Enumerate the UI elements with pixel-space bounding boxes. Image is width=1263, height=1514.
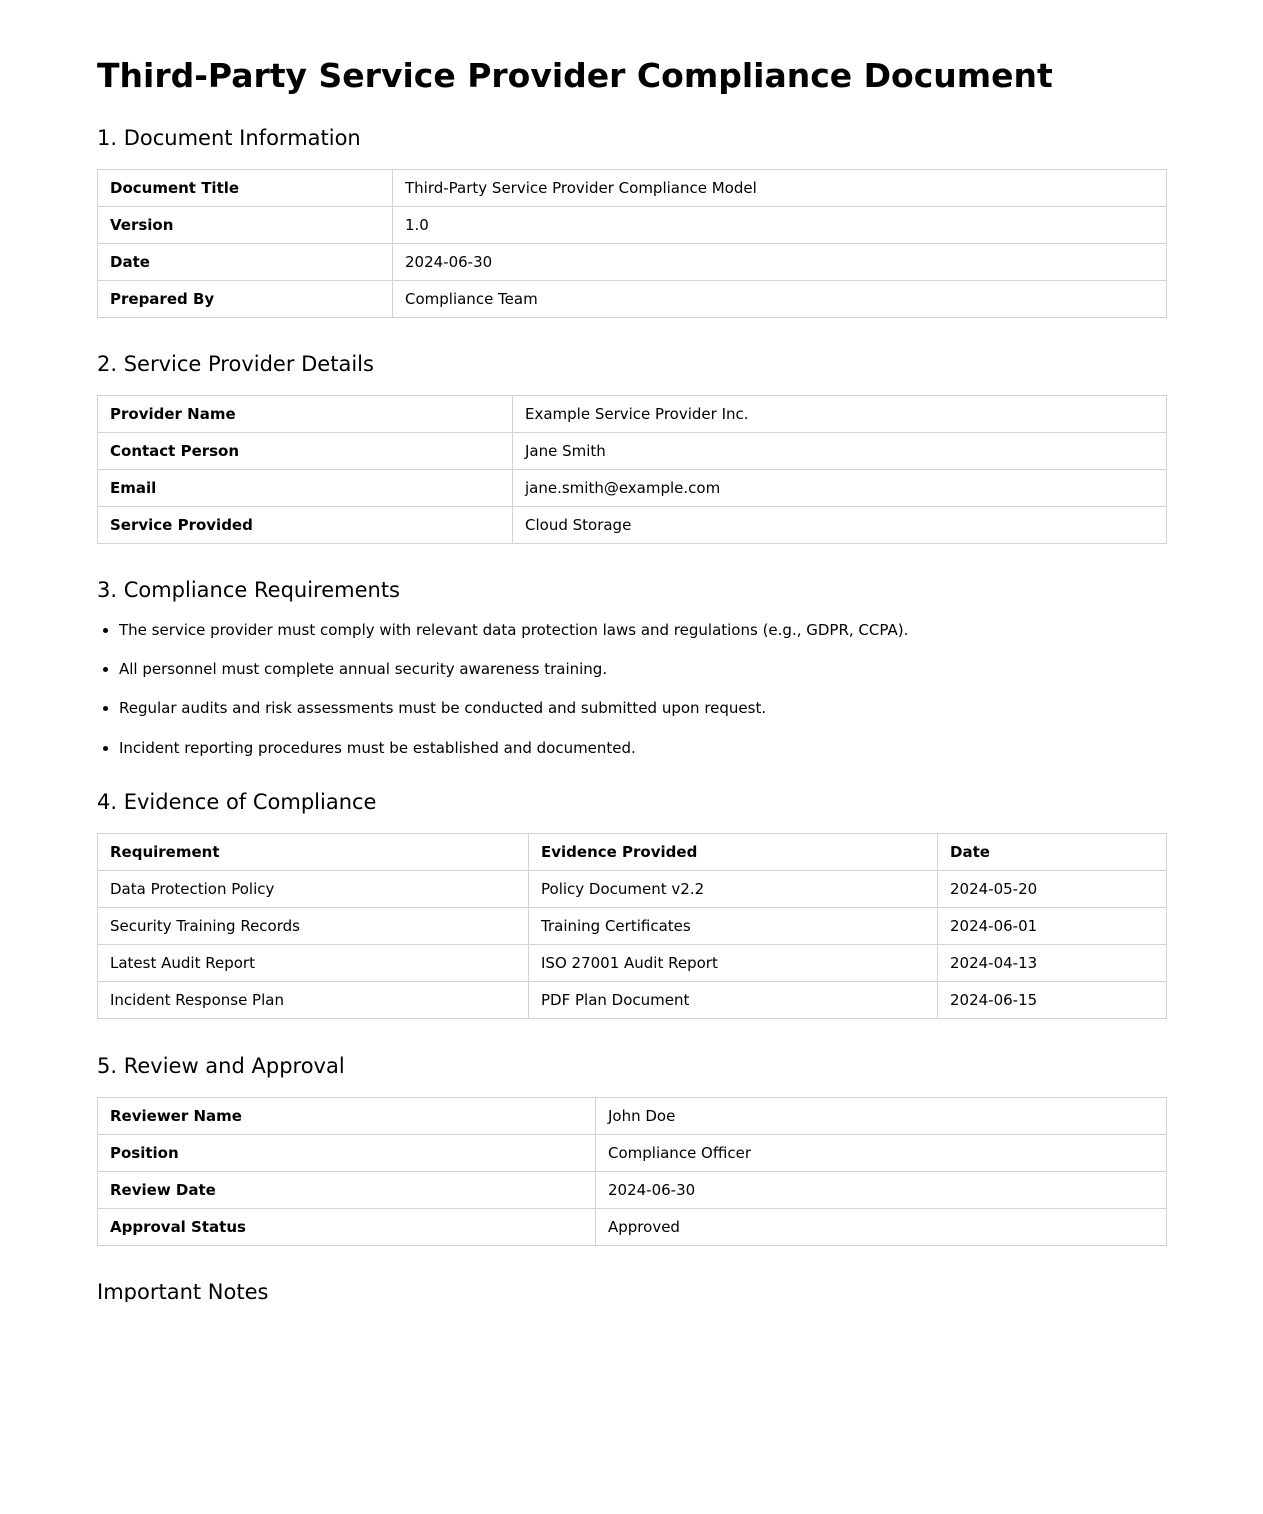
table-row (98, 1172, 1167, 1209)
list-item: • Regular audits and risk assessments must be conducted and submitted upon request. (119, 698, 1159, 718)
row-label: Review Date (98, 1172, 596, 1209)
cell-requirement: Latest Audit Report (98, 945, 529, 982)
row-label: Position (98, 1135, 596, 1172)
row-value: Third-Party Service Provider Compliance Model (393, 170, 1167, 207)
cell-evidence: Training Certificates (529, 908, 938, 945)
cell-evidence: PDF Plan Document (529, 982, 938, 1019)
column-header-date: Date (938, 834, 1167, 871)
cell-evidence: ISO 27001 Audit Report (529, 945, 938, 982)
row-label: Service Provided (98, 507, 513, 544)
table-row (98, 871, 1167, 908)
row-label: Version (98, 207, 393, 244)
list-item: • The service provider must comply with relevant data protection laws and regulations (e.g., GDPR, CCPA). (119, 620, 1159, 640)
review-approval-table (97, 1097, 1167, 1246)
row-label: Email (98, 470, 513, 507)
row-value: Compliance Team (393, 281, 1167, 318)
table-row (98, 1209, 1167, 1246)
row-value: Approved (596, 1209, 1167, 1246)
document-information-table (97, 169, 1167, 318)
notes-heading-clip (97, 1278, 497, 1302)
row-value: Example Service Provider Inc. (513, 396, 1167, 433)
table-row (98, 908, 1167, 945)
cell-requirement: Incident Response Plan (98, 982, 529, 1019)
page-title: Third-Party Service Provider Compliance Document (97, 56, 1053, 95)
table-row (98, 982, 1167, 1019)
row-value: Jane Smith (513, 433, 1167, 470)
cell-requirement: Security Training Records (98, 908, 529, 945)
row-label: Contact Person (98, 433, 513, 470)
row-value: Compliance Officer (596, 1135, 1167, 1172)
cell-date: 2024-05-20 (938, 871, 1167, 908)
column-header-requirement: Requirement (98, 834, 529, 871)
table-row (98, 244, 1167, 281)
row-label: Date (98, 244, 393, 281)
table-row (98, 1135, 1167, 1172)
table-row (98, 396, 1167, 433)
section-heading-document-information: 1. Document Information (97, 126, 361, 150)
section-heading-service-provider-details: 2. Service Provider Details (97, 352, 374, 376)
table-row (98, 1098, 1167, 1135)
cell-evidence: Policy Document v2.2 (529, 871, 938, 908)
table-row (98, 207, 1167, 244)
table-header-row (98, 834, 1167, 871)
requirements-list (97, 620, 1159, 758)
list-item: • All personnel must complete annual security awareness training. (119, 659, 1159, 679)
column-header-evidence-provided: Evidence Provided (529, 834, 938, 871)
table-row (98, 507, 1167, 544)
cell-date: 2024-06-15 (938, 982, 1167, 1019)
table-row (98, 170, 1167, 207)
cell-date: 2024-06-01 (938, 908, 1167, 945)
row-label: Approval Status (98, 1209, 596, 1246)
row-label: Reviewer Name (98, 1098, 596, 1135)
section-heading-evidence-of-compliance: 4. Evidence of Compliance (97, 790, 377, 814)
row-value: Cloud Storage (513, 507, 1167, 544)
row-value: John Doe (596, 1098, 1167, 1135)
row-value: 2024-06-30 (393, 244, 1167, 281)
row-value: 1.0 (393, 207, 1167, 244)
cell-date: 2024-04-13 (938, 945, 1167, 982)
row-label: Document Title (98, 170, 393, 207)
row-label: Prepared By (98, 281, 393, 318)
row-value: 2024-06-30 (596, 1172, 1167, 1209)
cell-requirement: Data Protection Policy (98, 871, 529, 908)
section-heading-important-notes: Important Notes (97, 1280, 269, 1302)
section-heading-review-and-approval: 5. Review and Approval (97, 1054, 345, 1078)
service-provider-table (97, 395, 1167, 544)
evidence-table (97, 833, 1167, 1019)
section-heading-compliance-requirements: 3. Compliance Requirements (97, 578, 400, 602)
table-row (98, 945, 1167, 982)
table-row (98, 470, 1167, 507)
table-row (98, 281, 1167, 318)
row-label: Provider Name (98, 396, 513, 433)
list-item: • Incident reporting procedures must be established and documented. (119, 738, 1159, 758)
row-value: jane.smith@example.com (513, 470, 1167, 507)
table-row (98, 433, 1167, 470)
